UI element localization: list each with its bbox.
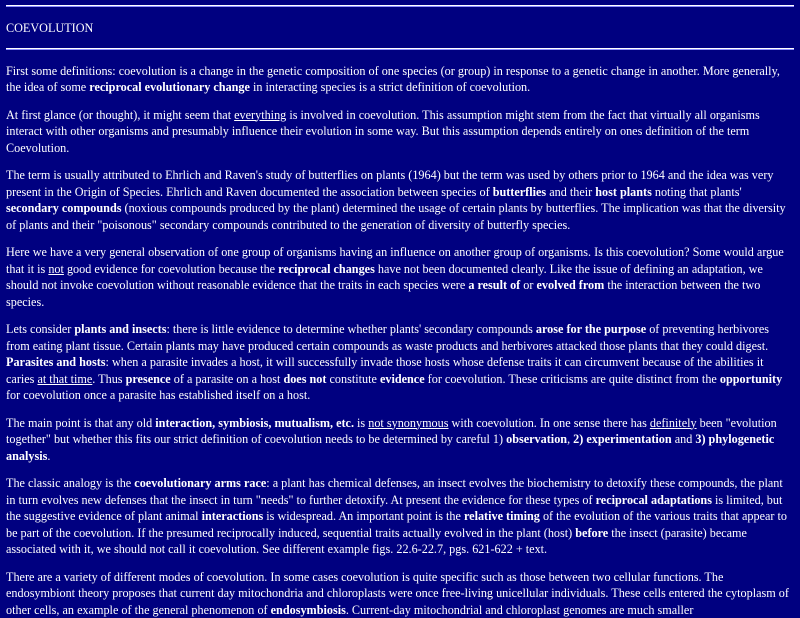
- bold-term: 3) phylogenetic analysis: [6, 432, 774, 463]
- underlined-term: at that time: [37, 372, 92, 386]
- bold-term: does not: [283, 372, 326, 386]
- bold-term: 2) experimentation: [573, 432, 672, 446]
- bold-term: Parasites and hosts: [6, 355, 106, 369]
- text-run: . Current-day mitochondrial and chloroplast genomes are much smaller: [346, 603, 694, 617]
- text-run: noting that plants': [652, 185, 742, 199]
- text-run: for coevolution. These criticisms are quite distinct from the: [425, 372, 720, 386]
- paragraph-modes: [6, 569, 794, 618]
- bold-term: plants and insects: [74, 322, 166, 336]
- text-run: First some definitions: coevolution is a change in the genetic composition of one species (or group) in response to a genetic change in another. More generally, the idea of some: [6, 64, 780, 95]
- text-run: or: [520, 278, 536, 292]
- paragraph-plants-insects: [6, 321, 794, 404]
- paragraph-main-point: [6, 415, 794, 465]
- text-run: The term is usually attributed to Ehrlich and Raven's study of butterflies on plants (1964) but the term was used by others prior to 1964 and the idea was very present in the Origin of Species. Ehrlich and Raven documented the association between species of: [6, 168, 773, 199]
- page-title: COEVOLUTION: [6, 20, 794, 37]
- text-run: At first glance (or thought), it might seem that: [6, 108, 234, 122]
- underlined-term: everything: [234, 108, 286, 122]
- bold-term: secondary compounds: [6, 201, 121, 215]
- bold-term: coevolutionary arms race: [134, 476, 266, 490]
- text-run: The main point is that any old: [6, 416, 155, 430]
- bold-term: butterflies: [493, 185, 546, 199]
- bold-term: evidence: [380, 372, 425, 386]
- text-run: Lets consider: [6, 322, 74, 336]
- bold-term: observation: [506, 432, 567, 446]
- text-run: : there is little evidence to determine whether plants' secondary compounds: [166, 322, 535, 336]
- text-run: constitute: [326, 372, 379, 386]
- underlined-term: not synonymous: [368, 416, 448, 430]
- text-run: ,: [567, 432, 573, 446]
- text-run: and: [672, 432, 696, 446]
- text-run: : when a parasite invades a host, it will successfully invade those hosts whose defense traits it can circumvent because of the abilities it caries: [6, 355, 764, 386]
- underlined-term: definitely: [650, 416, 697, 430]
- bold-term: interactions: [202, 509, 264, 523]
- text-run: Here we have a very general observation of one group of organisms having an influence on another group of organisms. Is this coevolution? Some would argue that it is: [6, 245, 784, 276]
- text-run: for coevolution once a parasite has established itself on a host.: [6, 388, 310, 402]
- text-run: of the evolution of the various traits that appear to be part of the coevolution. If the presumed reciprocally induced, sequential traits actually evolved in the plant (host): [6, 509, 787, 540]
- bold-term: relative timing: [464, 509, 540, 523]
- bold-term: reciprocal adaptations: [596, 493, 712, 507]
- paragraph-general-observation: [6, 244, 794, 310]
- bold-term: opportunity: [720, 372, 782, 386]
- bold-term: reciprocal evolutionary change: [89, 80, 250, 94]
- bold-term: evolved from: [536, 278, 604, 292]
- bold-term: host plants: [595, 185, 652, 199]
- bold-term: endosymbiosis: [271, 603, 346, 617]
- text-run: good evidence for coevolution because the: [64, 262, 278, 276]
- text-run: been "evolution together" but whether this fits our strict definition of coevolution needs to be determined by careful 1): [6, 416, 777, 447]
- text-run: of preventing herbivores from eating plant tissue. Certain plants may have produced certain compounds as waste products and herbivores attacked those plants that they could digest.: [6, 322, 769, 353]
- bold-term: presence: [126, 372, 171, 386]
- top-rule: [6, 5, 794, 7]
- text-run: of a parasite on a host: [171, 372, 284, 386]
- bold-term: before: [575, 526, 608, 540]
- underlined-term: not: [48, 262, 64, 276]
- text-run: is limited, but the suggestive evidence of plant animal: [6, 493, 782, 524]
- text-run: the interaction between the two species.: [6, 278, 760, 309]
- text-run: . Thus: [92, 372, 125, 386]
- text-run: the insect (parasite) became associated with it, we should not call it coevolution. See different example figs. 22.6-22.7, pgs. 621-622 + text.: [6, 526, 747, 557]
- text-run: .: [47, 449, 50, 463]
- paragraph-arms-race: [6, 475, 794, 558]
- document-page: [0, 5, 800, 618]
- bold-term: arose for the purpose: [536, 322, 646, 336]
- text-run: (noxious compounds produced by the plant) determined the usage of certain plants by butterflies. The implication was that the diversity of plants and their "poisonous" secondary compounds contributed to the generation of diversity of butterfly species.: [6, 201, 786, 232]
- text-run: and their: [546, 185, 595, 199]
- paragraph-first-glance: [6, 107, 794, 157]
- text-run: is involved in coevolution. This assumption might stem from the fact that virtually all organisms interact with other organisms and presumably influence their evolution in some way. But this assumption depends entirely on ones definition of the term Coevolution.: [6, 108, 760, 155]
- title-rule: [6, 48, 794, 50]
- bold-term: interaction, symbiosis, mutualism, etc.: [155, 416, 354, 430]
- text-run: with coevolution. In one sense there has: [448, 416, 649, 430]
- text-run: have not been documented clearly. Like the issue of defining an adaptation, we should not invoke coevolution without reasonable evidence that the traits in each species were: [6, 262, 763, 293]
- text-run: is widespread. An important point is the: [263, 509, 464, 523]
- paragraph-ehrlich-raven: [6, 167, 794, 233]
- text-run: is: [354, 416, 368, 430]
- text-run: The classic analogy is the: [6, 476, 134, 490]
- bold-term: reciprocal changes: [278, 262, 375, 276]
- text-run: : a plant has chemical defenses, an insect evolves the biochemistry to detoxify these compounds, the plant in turn evolves new defenses that the insect in turn "needs" to further detoxify. At present the evidence for these types of: [6, 476, 783, 507]
- text-run: in interacting species is a strict definition of coevolution.: [250, 80, 530, 94]
- paragraph-definitions: [6, 63, 794, 96]
- bold-term: a result of: [468, 278, 520, 292]
- text-run: There are a variety of different modes of coevolution. In some cases coevolution is quite specific such as those between two cellular functions. The endosymbiont theory proposes that current day mitochondria and chloroplasts were once free-living unicellular individuals. These cells entered the cytoplasm of other cells, an example of the general phenomenon of: [6, 570, 789, 617]
